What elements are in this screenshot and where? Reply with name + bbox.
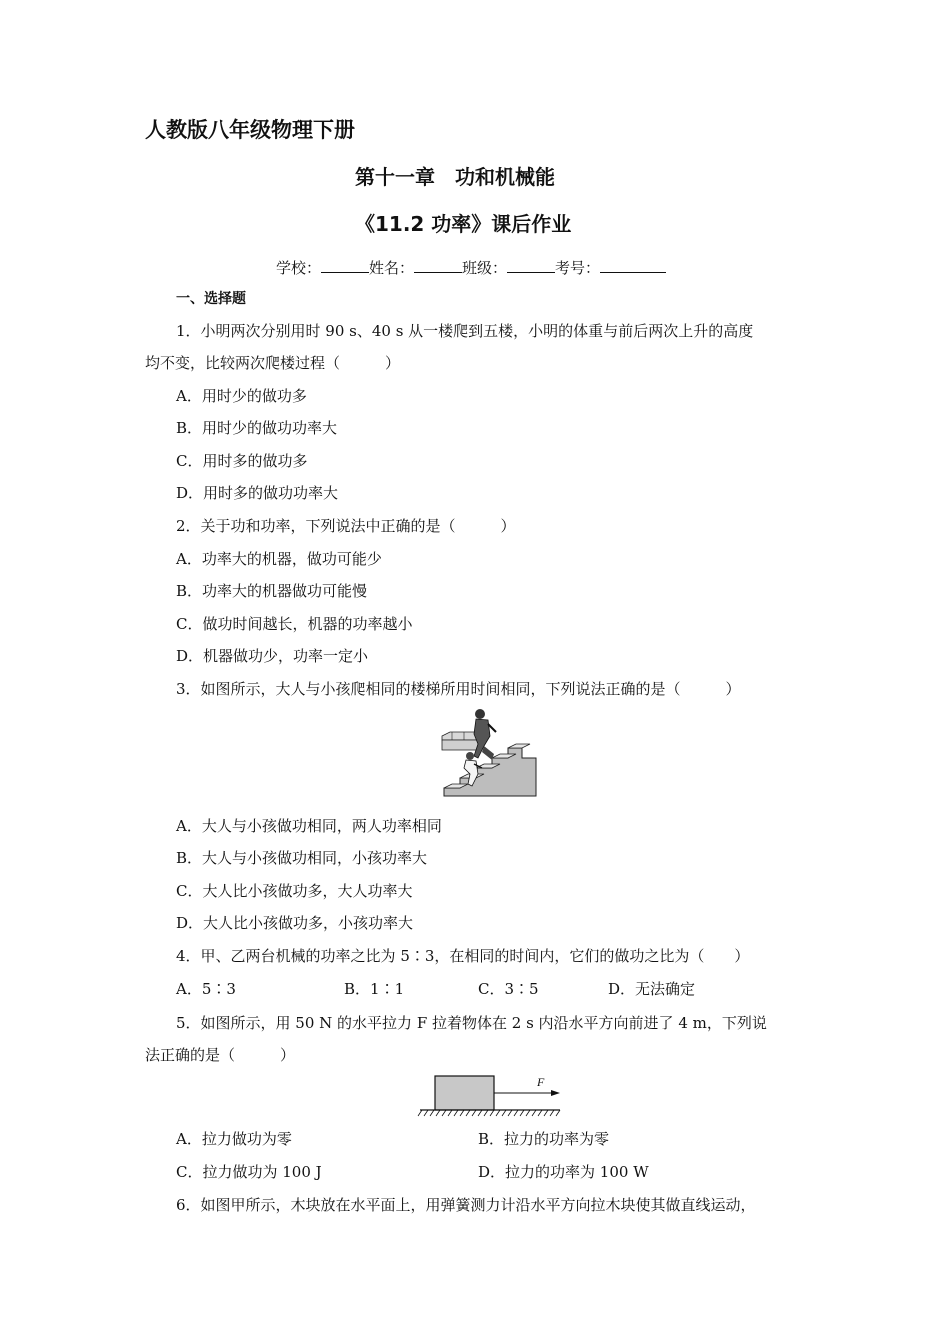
school-label: 学校：	[276, 259, 322, 277]
block-force-figure	[415, 1070, 565, 1120]
q2-stem: 2．关于功和功率，下列说法中正确的是（ ）	[176, 517, 516, 535]
school-blank[interactable]	[321, 256, 369, 273]
exam-no-label: 考号：	[555, 259, 601, 277]
student-info-row	[276, 256, 666, 279]
q1-stem-line2: 均不变，比较两次爬楼过程（ ）	[145, 354, 401, 372]
q1-option-d: D．用时多的做功功率大	[176, 484, 339, 502]
name-blank[interactable]	[414, 256, 462, 273]
q2-option-c: C．做功时间越长，机器的功率越小	[176, 615, 413, 633]
q3-option-d: D．大人比小孩做功多，小孩功率大	[176, 914, 414, 932]
q3-stem: 3．如图所示，大人与小孩爬相同的楼梯所用时间相同，下列说法正确的是（ ）	[176, 680, 741, 698]
q4-option-b: B．1∶1	[344, 980, 405, 998]
q5-option-d: D．拉力的功率为 100 W	[478, 1163, 649, 1181]
q1-stem-line1: 1．小明两次分别用时 90 s、40 s 从一楼爬到五楼，小明的体重与前后两次上升的高度	[176, 322, 754, 340]
q5-option-c: C．拉力做功为 100 J	[176, 1163, 322, 1181]
q3-option-a: A．大人与小孩做功相同，两人功率相同	[176, 817, 442, 835]
q2-option-a: A．功率大的机器，做功可能少	[176, 550, 382, 568]
q1-option-a: A．用时少的做功多	[176, 387, 307, 405]
q4-option-d: D．无法确定	[608, 980, 696, 998]
section-heading: 一、选择题	[176, 291, 246, 307]
ground-hatching	[418, 1110, 560, 1116]
class-label: 班级：	[462, 259, 508, 277]
q5-stem-line1: 5．如图所示，用 50 N 的水平拉力 F 拉着物体在 2 s 内沿水平方向前进了 4 m，下列说	[176, 1014, 767, 1032]
lesson-title: 《11.2 功率》课后作业	[355, 212, 572, 236]
force-label: F	[537, 1075, 545, 1089]
q5-option-a: A．拉力做功为零	[176, 1130, 292, 1148]
stairs-climbing-figure	[438, 706, 544, 802]
exam-no-blank[interactable]	[600, 256, 666, 273]
q5-option-b: B．拉力的功率为零	[478, 1130, 610, 1148]
q1-option-b: B．用时少的做功功率大	[176, 419, 338, 437]
q3-option-c: C．大人比小孩做功多，大人功率大	[176, 882, 413, 900]
q2-option-b: B．功率大的机器做功可能慢	[176, 582, 368, 600]
class-blank[interactable]	[507, 256, 555, 273]
q5-stem-line2: 法正确的是（ ）	[145, 1046, 296, 1064]
q4-option-c: C．3∶5	[478, 980, 539, 998]
chapter-title: 第十一章 功和机械能	[355, 165, 555, 189]
q4-option-a: A．5∶3	[176, 980, 236, 998]
name-label: 姓名：	[369, 259, 415, 277]
block	[435, 1076, 494, 1110]
q2-option-d: D．机器做功少，功率一定小	[176, 647, 369, 665]
q6-stem-line1: 6．如图甲所示，木块放在水平面上，用弹簧测力计沿水平方向拉木块使其做直线运动，	[176, 1196, 756, 1214]
q3-option-b: B．大人与小孩做功相同，小孩功率大	[176, 849, 428, 867]
book-title: 人教版八年级物理下册	[145, 118, 355, 142]
q4-stem: 4．甲、乙两台机械的功率之比为 5∶3，在相同的时间内，它们的做功之比为（ ）	[176, 947, 750, 965]
q1-option-c: C．用时多的做功多	[176, 452, 308, 470]
